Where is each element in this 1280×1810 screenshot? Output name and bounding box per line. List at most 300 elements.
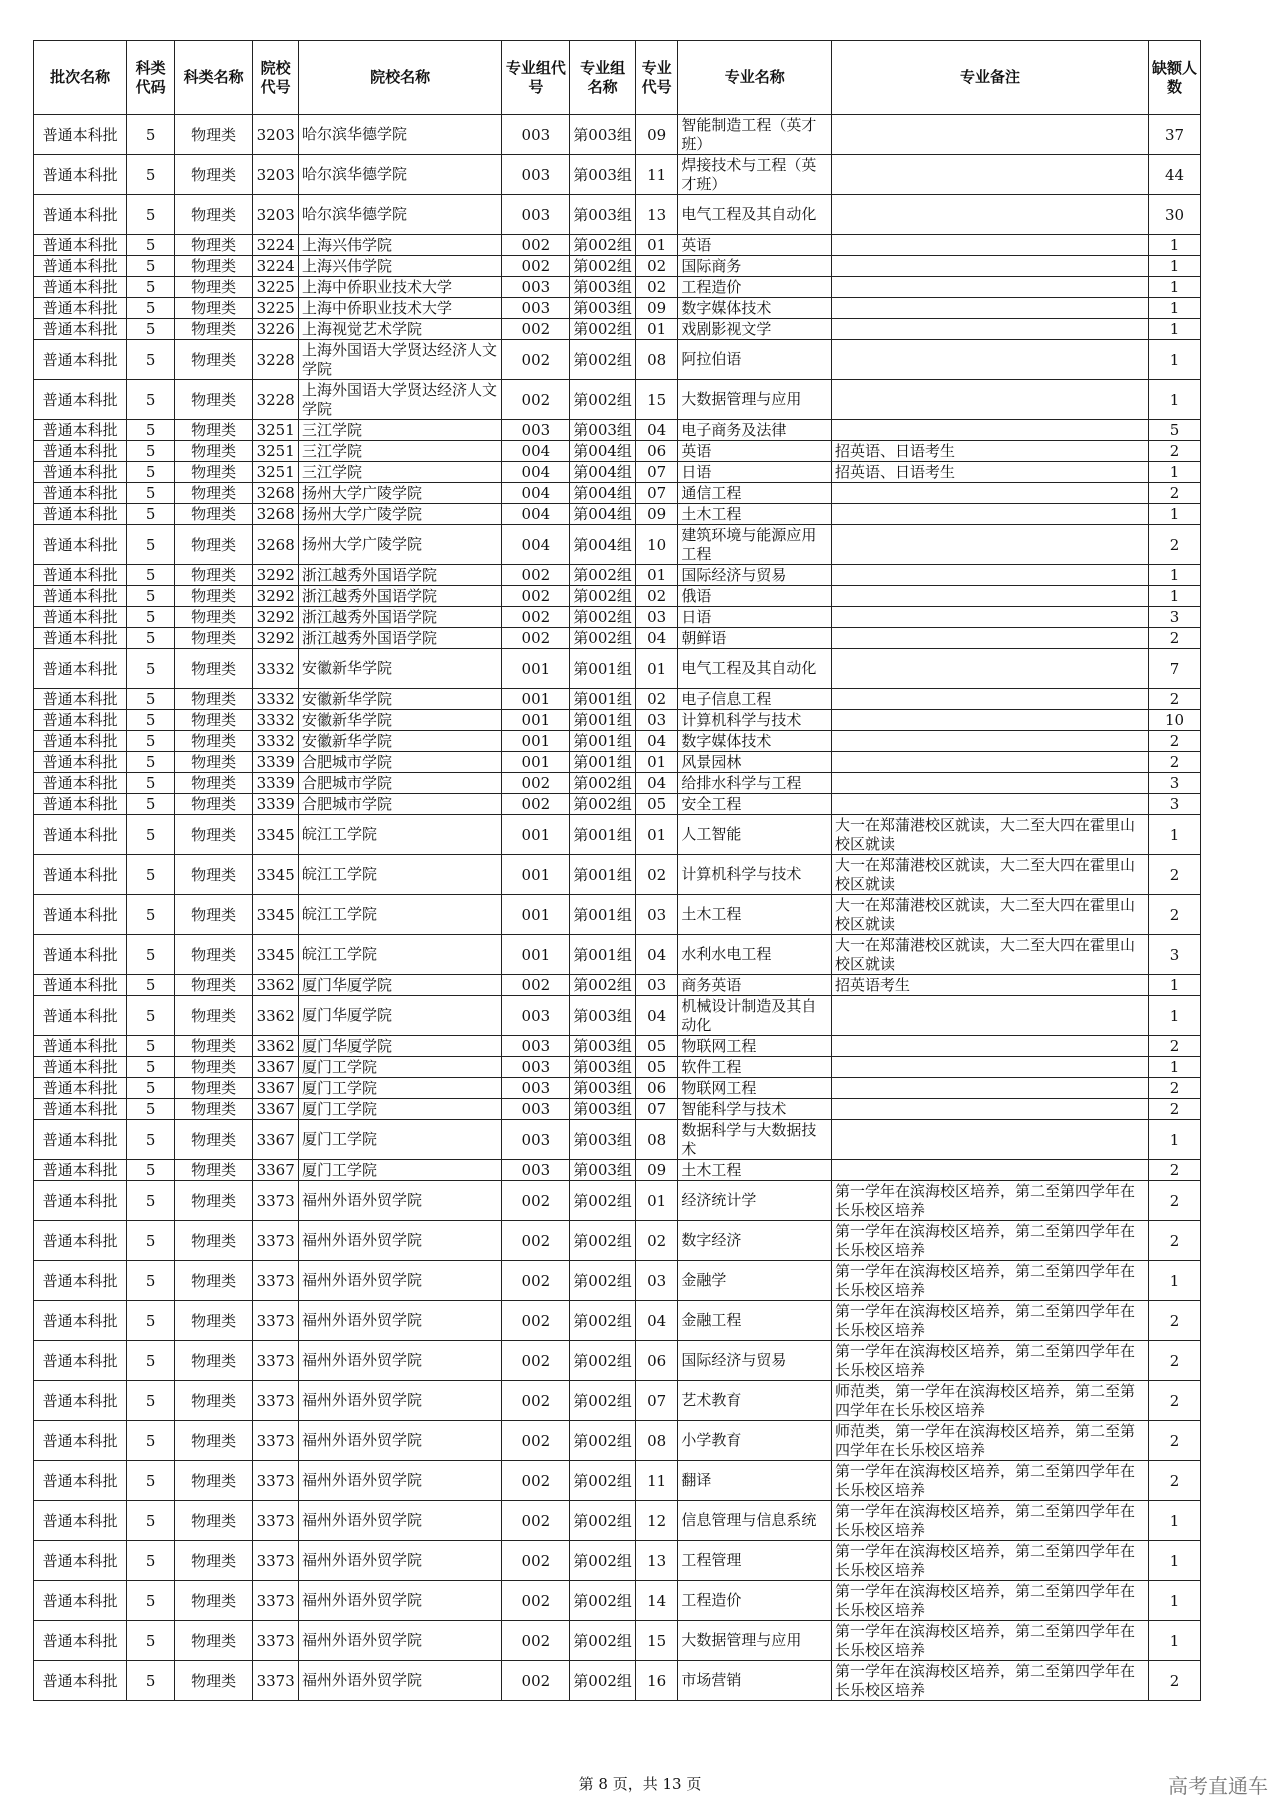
batch-name-cell: 普通本科批 [34,773,127,794]
major-name-cell: 市场营销 [678,1661,832,1701]
group-name-cell: 第002组 [570,1261,636,1301]
school-name-cell: 福州外语外贸学院 [298,1501,502,1541]
school-code-cell: 3339 [253,752,299,773]
group-code-cell: 001 [502,935,570,975]
school-code-cell: 3203 [253,115,299,155]
subject-code-cell: 5 [127,235,175,256]
major-note-cell [832,1036,1149,1057]
school-name-cell: 扬州大学广陵学院 [298,483,502,504]
table-row [34,155,1201,195]
major-note-cell [832,277,1149,298]
subject-code-cell: 5 [127,256,175,277]
subject-name-cell: 物理类 [174,1581,252,1621]
group-code-cell: 004 [502,525,570,565]
school-name-cell: 福州外语外贸学院 [298,1581,502,1621]
school-name-cell: 扬州大学广陵学院 [298,525,502,565]
batch-name-cell: 普通本科批 [34,628,127,649]
vacancy-count-cell: 1 [1148,1501,1200,1541]
subject-name-cell: 物理类 [174,710,252,731]
group-code-cell: 002 [502,256,570,277]
table-row [34,115,1201,155]
subject-code-cell: 5 [127,855,175,895]
subject-code-cell: 5 [127,773,175,794]
vacancy-count-cell: 7 [1148,649,1200,689]
school-code-cell: 3268 [253,504,299,525]
table-row [34,483,1201,504]
school-name-cell: 厦门华厦学院 [298,975,502,996]
vacancy-count-cell: 1 [1148,277,1200,298]
group-code-cell: 003 [502,1057,570,1078]
table-row [34,815,1201,855]
group-name-cell: 第002组 [570,565,636,586]
major-note-cell [832,256,1149,277]
subject-code-cell: 5 [127,628,175,649]
group-name-cell: 第003组 [570,195,636,235]
major-name-cell: 国际经济与贸易 [678,565,832,586]
group-name-cell: 第002组 [570,380,636,420]
group-code-cell: 002 [502,1221,570,1261]
group-code-cell: 004 [502,462,570,483]
group-name-cell: 第003组 [570,1078,636,1099]
major-name-cell: 金融学 [678,1261,832,1301]
major-code-cell: 06 [635,1341,677,1381]
school-name-cell: 浙江越秀外国语学院 [298,565,502,586]
group-code-cell: 002 [502,1581,570,1621]
subject-code-cell: 5 [127,1421,175,1461]
school-code-cell: 3224 [253,256,299,277]
table-row [34,731,1201,752]
group-name-cell: 第002组 [570,628,636,649]
school-code-cell: 3203 [253,155,299,195]
admission-vacancy-table [33,40,1201,1701]
subject-code-cell: 5 [127,155,175,195]
table-row [34,996,1201,1036]
major-code-cell: 04 [635,420,677,441]
major-code-cell: 11 [635,1461,677,1501]
major-code-cell: 04 [635,1301,677,1341]
school-code-cell: 3373 [253,1581,299,1621]
group-code-cell: 003 [502,155,570,195]
major-note-cell [832,565,1149,586]
subject-code-cell: 5 [127,649,175,689]
table-row [34,1078,1201,1099]
vacancy-count-cell: 1 [1148,1261,1200,1301]
batch-name-cell: 普通本科批 [34,586,127,607]
major-code-cell: 07 [635,1099,677,1120]
subject-name-cell: 物理类 [174,195,252,235]
group-code-cell: 002 [502,235,570,256]
major-note-cell [832,1120,1149,1160]
school-code-cell: 3268 [253,483,299,504]
vacancy-count-cell: 1 [1148,298,1200,319]
subject-code-cell: 5 [127,1621,175,1661]
group-code-cell: 003 [502,1036,570,1057]
major-note-cell: 第一学年在滨海校区培养，第二至第四学年在长乐校区培养 [832,1581,1149,1621]
batch-name-cell: 普通本科批 [34,441,127,462]
group-name-cell: 第003组 [570,1120,636,1160]
major-note-cell [832,689,1149,710]
school-code-cell: 3339 [253,794,299,815]
group-code-cell: 002 [502,319,570,340]
table-row [34,298,1201,319]
table-row [34,195,1201,235]
subject-name-cell: 物理类 [174,1261,252,1301]
subject-name-cell: 物理类 [174,256,252,277]
vacancy-count-cell: 2 [1148,1461,1200,1501]
vacancy-count-cell: 2 [1148,895,1200,935]
group-code-cell: 003 [502,1120,570,1160]
subject-code-cell: 5 [127,1036,175,1057]
batch-name-cell: 普通本科批 [34,731,127,752]
subject-name-cell: 物理类 [174,441,252,462]
vacancy-count-cell: 2 [1148,1661,1200,1701]
batch-name-cell: 普通本科批 [34,1120,127,1160]
vacancy-count-cell: 2 [1148,1099,1200,1120]
subject-name-cell: 物理类 [174,340,252,380]
school-name-cell: 福州外语外贸学院 [298,1421,502,1461]
vacancy-count-cell: 2 [1148,628,1200,649]
major-code-cell: 05 [635,794,677,815]
school-name-cell: 安徽新华学院 [298,710,502,731]
group-code-cell: 002 [502,1341,570,1381]
table-row [34,1120,1201,1160]
batch-name-cell: 普通本科批 [34,607,127,628]
vacancy-count-cell: 2 [1148,441,1200,462]
group-code-cell: 001 [502,895,570,935]
group-name-cell: 第002组 [570,1221,636,1261]
table-row [34,773,1201,794]
group-code-cell: 002 [502,975,570,996]
school-code-cell: 3373 [253,1461,299,1501]
major-name-cell: 土木工程 [678,1160,832,1181]
group-name-cell: 第001组 [570,649,636,689]
school-name-cell: 福州外语外贸学院 [298,1301,502,1341]
school-name-cell: 福州外语外贸学院 [298,1261,502,1301]
batch-name-cell: 普通本科批 [34,1301,127,1341]
subject-code-cell: 5 [127,1160,175,1181]
group-code-cell: 002 [502,1421,570,1461]
batch-name-cell: 普通本科批 [34,504,127,525]
subject-name-cell: 物理类 [174,1099,252,1120]
school-code-cell: 3367 [253,1078,299,1099]
major-name-cell: 工程造价 [678,277,832,298]
major-name-cell: 艺术教育 [678,1381,832,1421]
group-code-cell: 004 [502,441,570,462]
vacancy-count-cell: 5 [1148,420,1200,441]
school-code-cell: 3373 [253,1621,299,1661]
batch-name-cell: 普通本科批 [34,649,127,689]
subject-name-cell: 物理类 [174,319,252,340]
major-note-cell [832,483,1149,504]
subject-code-cell: 5 [127,1461,175,1501]
school-code-cell: 3367 [253,1120,299,1160]
subject-code-cell: 5 [127,752,175,773]
table-row [34,256,1201,277]
major-code-cell: 04 [635,996,677,1036]
batch-name-cell: 普通本科批 [34,565,127,586]
subject-code-cell: 5 [127,462,175,483]
group-name-cell: 第003组 [570,155,636,195]
major-name-cell: 电气工程及其自动化 [678,649,832,689]
school-code-cell: 3345 [253,895,299,935]
batch-name-cell: 普通本科批 [34,975,127,996]
column-header: 批次名称 [34,41,127,115]
subject-code-cell: 5 [127,441,175,462]
subject-name-cell: 物理类 [174,895,252,935]
batch-name-cell: 普通本科批 [34,340,127,380]
vacancy-count-cell: 1 [1148,235,1200,256]
table-header-row [34,41,1201,115]
school-name-cell: 上海兴伟学院 [298,256,502,277]
group-code-cell: 002 [502,1181,570,1221]
group-name-cell: 第003组 [570,1057,636,1078]
subject-code-cell: 5 [127,319,175,340]
group-name-cell: 第002组 [570,1461,636,1501]
school-code-cell: 3224 [253,235,299,256]
subject-name-cell: 物理类 [174,628,252,649]
table-row [34,586,1201,607]
table-row [34,1099,1201,1120]
school-name-cell: 安徽新华学院 [298,731,502,752]
school-name-cell: 浙江越秀外国语学院 [298,607,502,628]
school-name-cell: 上海外国语大学贤达经济人文学院 [298,380,502,420]
table-row [34,441,1201,462]
group-code-cell: 001 [502,689,570,710]
school-code-cell: 3292 [253,565,299,586]
school-name-cell: 哈尔滨华德学院 [298,195,502,235]
batch-name-cell: 普通本科批 [34,1221,127,1261]
group-name-cell: 第002组 [570,794,636,815]
group-name-cell: 第001组 [570,731,636,752]
major-note-cell [832,1099,1149,1120]
major-code-cell: 09 [635,1160,677,1181]
school-name-cell: 福州外语外贸学院 [298,1621,502,1661]
page-number-footer: 第 8 页，共 13 页 [578,1775,702,1793]
subject-code-cell: 5 [127,565,175,586]
batch-name-cell: 普通本科批 [34,483,127,504]
school-name-cell: 厦门华厦学院 [298,996,502,1036]
batch-name-cell: 普通本科批 [34,277,127,298]
group-name-cell: 第002组 [570,586,636,607]
subject-name-cell: 物理类 [174,1160,252,1181]
subject-name-cell: 物理类 [174,235,252,256]
group-code-cell: 002 [502,340,570,380]
major-name-cell: 大数据管理与应用 [678,1621,832,1661]
table-row [34,277,1201,298]
major-name-cell: 安全工程 [678,794,832,815]
major-note-cell: 招英语、日语考生 [832,462,1149,483]
batch-name-cell: 普通本科批 [34,1057,127,1078]
group-name-cell: 第002组 [570,975,636,996]
school-code-cell: 3332 [253,710,299,731]
group-name-cell: 第003组 [570,1160,636,1181]
group-code-cell: 002 [502,773,570,794]
group-name-cell: 第004组 [570,483,636,504]
major-code-cell: 06 [635,441,677,462]
subject-name-cell: 物理类 [174,794,252,815]
school-code-cell: 3332 [253,689,299,710]
major-code-cell: 01 [635,752,677,773]
group-code-cell: 001 [502,649,570,689]
major-name-cell: 数据科学与大数据技术 [678,1120,832,1160]
school-name-cell: 三江学院 [298,462,502,483]
major-code-cell: 04 [635,628,677,649]
school-code-cell: 3367 [253,1057,299,1078]
major-code-cell: 04 [635,773,677,794]
subject-code-cell: 5 [127,1181,175,1221]
school-name-cell: 上海兴伟学院 [298,235,502,256]
school-name-cell: 厦门工学院 [298,1160,502,1181]
group-code-cell: 002 [502,1461,570,1501]
major-name-cell: 俄语 [678,586,832,607]
major-note-cell [832,752,1149,773]
major-name-cell: 朝鲜语 [678,628,832,649]
group-name-cell: 第002组 [570,1181,636,1221]
vacancy-count-cell: 1 [1148,996,1200,1036]
vacancy-count-cell: 2 [1148,1301,1200,1341]
batch-name-cell: 普通本科批 [34,710,127,731]
group-code-cell: 002 [502,628,570,649]
table-row [34,607,1201,628]
subject-code-cell: 5 [127,277,175,298]
table-row [34,752,1201,773]
school-code-cell: 3362 [253,1036,299,1057]
school-code-cell: 3367 [253,1160,299,1181]
vacancy-count-cell: 1 [1148,380,1200,420]
school-name-cell: 哈尔滨华德学院 [298,115,502,155]
major-note-cell: 招英语考生 [832,975,1149,996]
major-note-cell [832,115,1149,155]
group-name-cell: 第002组 [570,1541,636,1581]
major-note-cell [832,731,1149,752]
major-code-cell: 09 [635,504,677,525]
major-name-cell: 电气工程及其自动化 [678,195,832,235]
major-note-cell [832,504,1149,525]
vacancy-count-cell: 2 [1148,689,1200,710]
group-code-cell: 004 [502,483,570,504]
major-note-cell: 第一学年在滨海校区培养，第二至第四学年在长乐校区培养 [832,1181,1149,1221]
school-name-cell: 合肥城市学院 [298,773,502,794]
major-name-cell: 电子信息工程 [678,689,832,710]
school-name-cell: 福州外语外贸学院 [298,1541,502,1581]
subject-code-cell: 5 [127,525,175,565]
subject-code-cell: 5 [127,710,175,731]
school-name-cell: 合肥城市学院 [298,794,502,815]
batch-name-cell: 普通本科批 [34,420,127,441]
batch-name-cell: 普通本科批 [34,1341,127,1381]
subject-code-cell: 5 [127,586,175,607]
subject-code-cell: 5 [127,504,175,525]
subject-code-cell: 5 [127,1581,175,1621]
vacancy-count-cell: 2 [1148,1036,1200,1057]
major-name-cell: 水利水电工程 [678,935,832,975]
major-code-cell: 05 [635,1036,677,1057]
school-code-cell: 3373 [253,1541,299,1581]
batch-name-cell: 普通本科批 [34,298,127,319]
major-code-cell: 03 [635,607,677,628]
group-name-cell: 第002组 [570,1421,636,1461]
group-name-cell: 第003组 [570,996,636,1036]
vacancy-count-cell: 1 [1148,504,1200,525]
group-name-cell: 第002组 [570,1581,636,1621]
school-code-cell: 3332 [253,649,299,689]
subject-code-cell: 5 [127,1381,175,1421]
school-name-cell: 上海外国语大学贤达经济人文学院 [298,340,502,380]
group-code-cell: 001 [502,752,570,773]
school-code-cell: 3345 [253,815,299,855]
major-note-cell [832,319,1149,340]
batch-name-cell: 普通本科批 [34,1501,127,1541]
column-header: 缺额人数 [1148,41,1200,115]
batch-name-cell: 普通本科批 [34,1621,127,1661]
school-code-cell: 3268 [253,525,299,565]
table-row [34,1501,1201,1541]
group-name-cell: 第003组 [570,115,636,155]
table-row [34,710,1201,731]
table-row [34,1461,1201,1501]
subject-name-cell: 物理类 [174,1341,252,1381]
vacancy-count-cell: 1 [1148,815,1200,855]
vacancy-count-cell: 1 [1148,319,1200,340]
major-code-cell: 07 [635,1381,677,1421]
major-code-cell: 15 [635,380,677,420]
school-code-cell: 3228 [253,340,299,380]
school-name-cell: 福州外语外贸学院 [298,1221,502,1261]
major-note-cell: 第一学年在滨海校区培养，第二至第四学年在长乐校区培养 [832,1301,1149,1341]
major-note-cell: 第一学年在滨海校区培养，第二至第四学年在长乐校区培养 [832,1461,1149,1501]
subject-name-cell: 物理类 [174,1381,252,1421]
subject-name-cell: 物理类 [174,773,252,794]
school-name-cell: 厦门工学院 [298,1078,502,1099]
subject-name-cell: 物理类 [174,115,252,155]
major-note-cell [832,996,1149,1036]
group-name-cell: 第004组 [570,462,636,483]
vacancy-count-cell: 2 [1148,1181,1200,1221]
table-row [34,1541,1201,1581]
group-name-cell: 第002组 [570,607,636,628]
major-code-cell: 08 [635,1120,677,1160]
school-code-cell: 3373 [253,1261,299,1301]
major-code-cell: 15 [635,1621,677,1661]
subject-code-cell: 5 [127,340,175,380]
school-name-cell: 扬州大学广陵学院 [298,504,502,525]
subject-code-cell: 5 [127,975,175,996]
batch-name-cell: 普通本科批 [34,1461,127,1501]
table-row [34,319,1201,340]
subject-code-cell: 5 [127,996,175,1036]
school-code-cell: 3373 [253,1301,299,1341]
group-code-cell: 001 [502,710,570,731]
major-name-cell: 日语 [678,462,832,483]
vacancy-count-cell: 1 [1148,1621,1200,1661]
table-row [34,380,1201,420]
major-name-cell: 土木工程 [678,895,832,935]
major-name-cell: 土木工程 [678,504,832,525]
subject-name-cell: 物理类 [174,752,252,773]
group-name-cell: 第002组 [570,1621,636,1661]
subject-name-cell: 物理类 [174,649,252,689]
subject-code-cell: 5 [127,1120,175,1160]
major-name-cell: 金融工程 [678,1301,832,1341]
school-code-cell: 3373 [253,1381,299,1421]
table-row [34,1036,1201,1057]
major-name-cell: 数字媒体技术 [678,731,832,752]
major-name-cell: 经济统计学 [678,1181,832,1221]
vacancy-count-cell: 2 [1148,1221,1200,1261]
table-row [34,628,1201,649]
table-row [34,855,1201,895]
major-code-cell: 14 [635,1581,677,1621]
